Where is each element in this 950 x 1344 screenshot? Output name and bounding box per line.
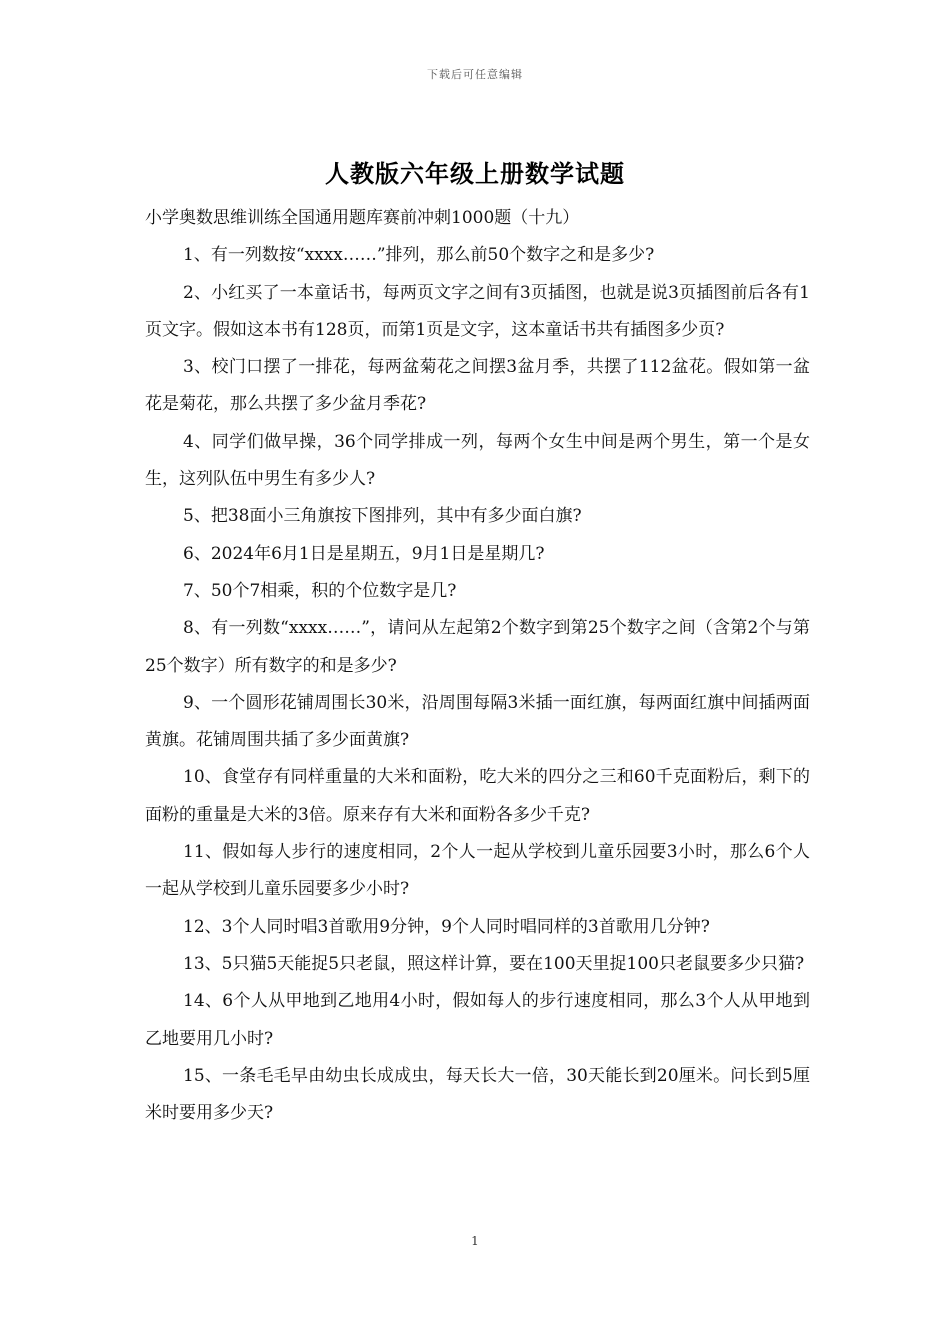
problem-11: 11、假如每人步行的速度相同，2个人一起从学校到儿童乐园要3小时，那么6个人一起从学校到儿童乐园要多少小时?: [145, 842, 810, 900]
document-body: [145, 200, 810, 1132]
problem-15: 15、一条毛毛早由幼虫长成成虫，每天长大一倍，30天能长到20厘米。问长到5厘米时要用多少天?: [145, 1065, 810, 1124]
problem-1: 1、有一列数按“xxxx……”排列，那么前50个数字之和是多少?: [183, 245, 655, 266]
problem-14: 14、6个人从甲地到乙地用4小时，假如每人的步行速度相同，那么3个人从甲地到乙地要用几小时?: [145, 991, 810, 1049]
problem-12: 12、3个人同时唱3首歌用9分钟，9个人同时唱同样的3首歌用几分钟?: [183, 916, 710, 937]
problem-13: 13、5只猫5天能捉5只老鼠，照这样计算，要在100天里捉100只老鼠要多少只猫?: [183, 953, 805, 974]
page-title: 人教版六年级上册数学试题: [325, 159, 625, 188]
problem-10: 10、食堂存有同样重量的大米和面粉，吃大米的四分之三和60千克面粉后，剩下的面粉的重量是大米的3倍。原来存有大米和面粉各多少千克?: [145, 767, 810, 825]
problem-3: 3、校门口摆了一排花，每两盆菊花之间摆3盆月季，共摆了112盆花。假如第一盆花是菊花，那么共摆了多少盆月季花?: [145, 357, 810, 415]
problem-7: 7、50个7相乘，积的个位数字是几?: [183, 580, 457, 601]
page-header: 下载后可任意编辑: [427, 68, 523, 81]
problem-5: 5、把38面小三角旗按下图排列，其中有多少面白旗?: [183, 506, 582, 527]
problem-9: 9、一个圆形花铺周围长30米，沿周围每隔3米插一面红旗，每两面红旗中间插两面黄旗。花铺周围共插了多少面黄旗?: [145, 692, 810, 751]
problem-2: 2、小红买了一本童话书，每两页文字之间有3页插图，也就是说3页插图前后各有1页文字。假如这本书有128页，而第1页是文字，这本童话书共有插图多少页?: [145, 282, 810, 340]
page-number: 1: [471, 1234, 479, 1248]
document-subtitle: 小学奥数思维训练全国通用题库赛前冲刺1000题（十九）: [145, 208, 580, 228]
problem-4: 4、同学们做早操，36个同学排成一列，每两个女生中间是两个男生，第一个是女生，这列队伍中男生有多少人?: [145, 431, 810, 490]
problem-6: 6、2024年6月1日是星期五，9月1日是星期几?: [183, 543, 545, 564]
problem-8: 8、有一列数“xxxx……”，请问从左起第2个数字到第25个数字之间（含第2个与第25个数字）所有数字的和是多少?: [145, 618, 810, 676]
